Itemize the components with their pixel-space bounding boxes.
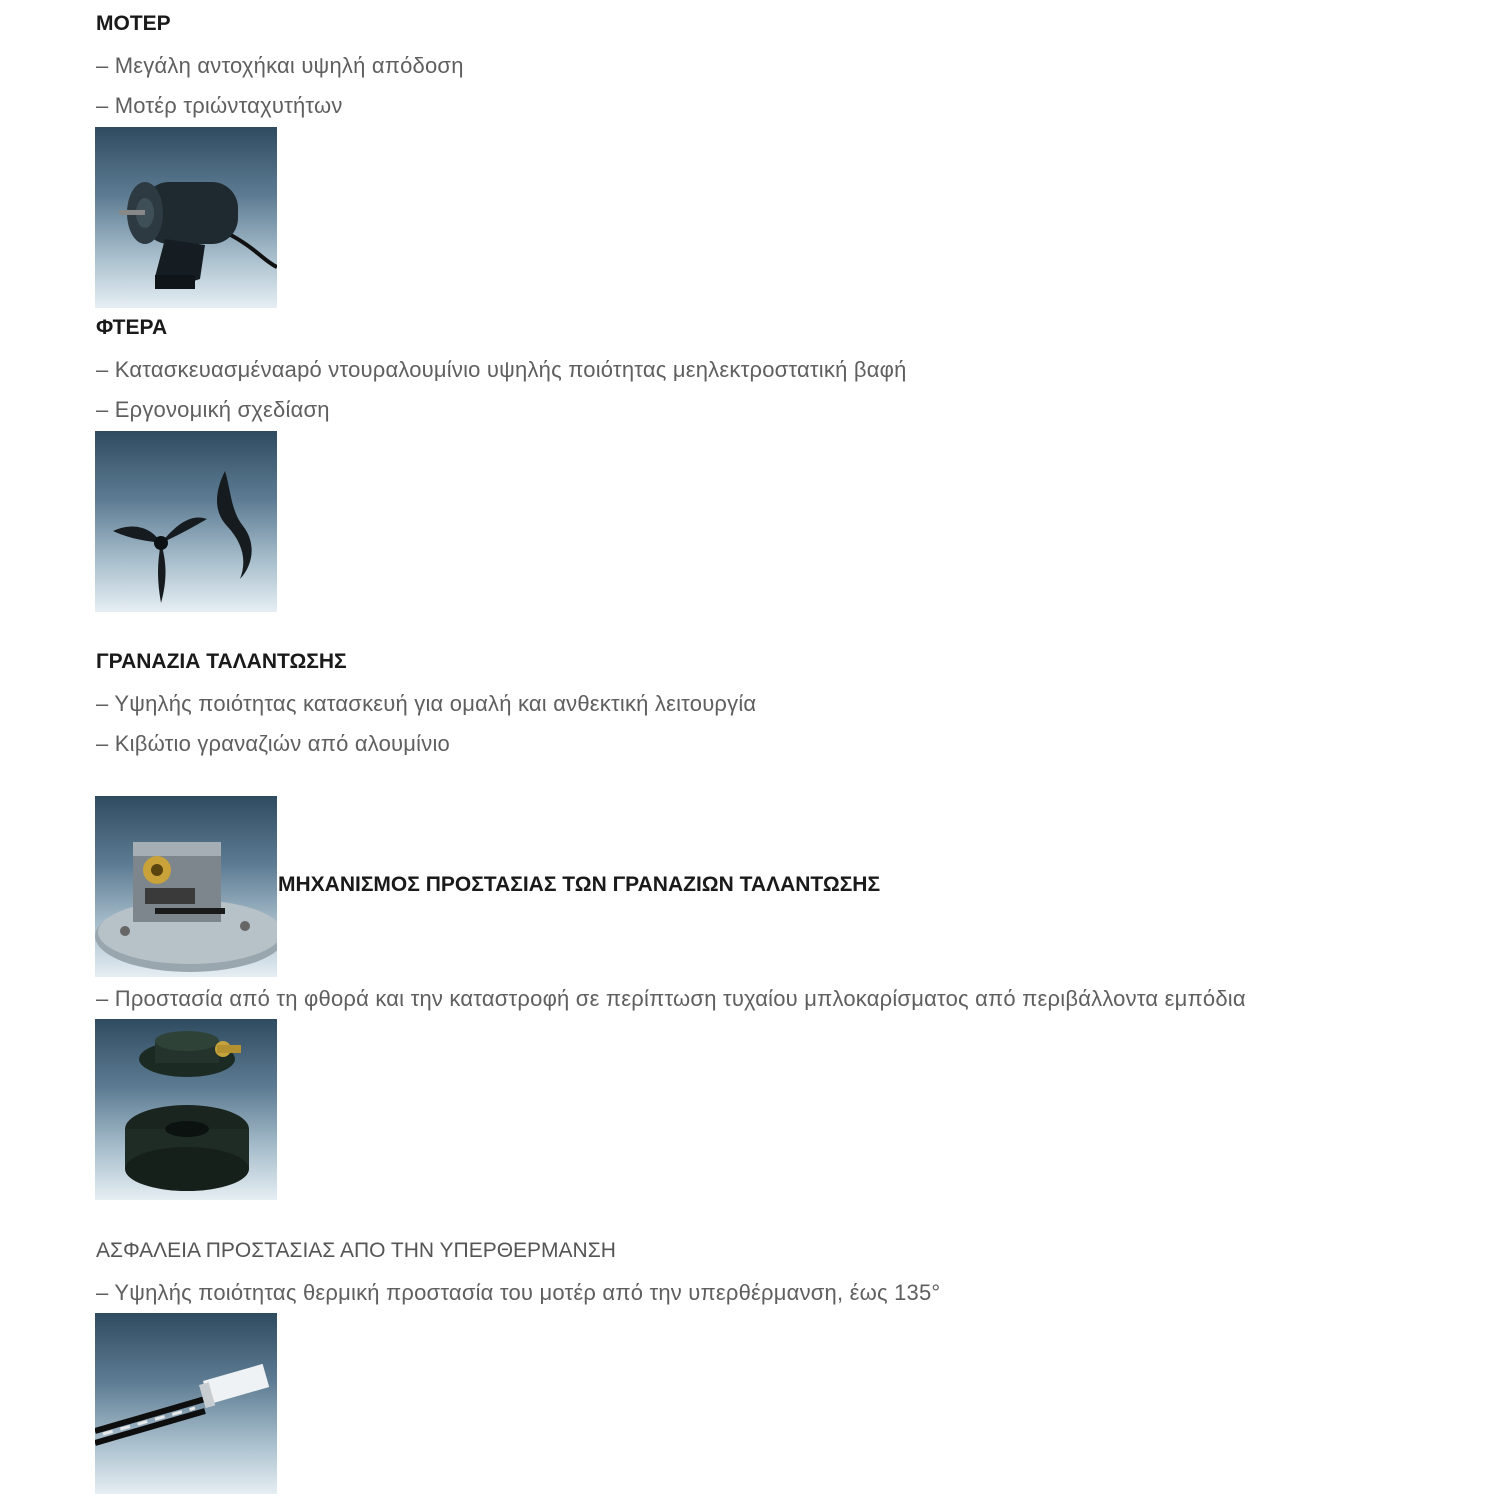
blades-line-2: – Εργονομική σχεδίαση (96, 397, 330, 422)
gearbox-photo-icon (95, 796, 277, 977)
motor-photo-icon (95, 127, 277, 308)
gears-line-1: – Υψηλής ποιότητας κατασκευή για ομαλή και ανθεκτική λειτουργία (96, 691, 757, 716)
blades-line-1: – Κατασκευασμέναapό ντουραλουμίνιο υψηλής ποιότητας μεηλεκτροστατική βαφή (96, 357, 907, 382)
motor-title: ΜΟΤΕΡ (96, 12, 171, 35)
protection-title: ΜΗΧΑΝΙΣΜΟΣ ΠΡΟΣΤΑΣΙΑΣ ΤΩΝ ΓΡΑΝΑΖΙΩΝ ΤΑΛΑΝΤΩΣΗΣ (278, 873, 881, 896)
fuse-title: ΑΣΦΑΛΕΙΑ ΠΡΟΣΤΑΣΙΑΣ ΑΠΟ ΤΗΝ ΥΠΕΡΘΕΡΜΑΝΣΗ (96, 1239, 616, 1262)
motor-line-2: – Μοτέρ τριώνταχυτήτων (96, 93, 343, 118)
gears-title: ΓΡΑΝΑΖΙΑ ΤΑΛΑΝΤΩΣΗΣ (96, 650, 347, 673)
fuse-line-1: – Υψηλής ποιότητας θερμική προστασία του μοτέρ από την υπερθέρμανση, έως 135° (96, 1280, 941, 1305)
gears-line-2: – Κιβώτιο γραναζιών από αλουμίνιο (96, 731, 450, 756)
motor-line-1: – Μεγάλη αντοχήκαι υψηλή απόδοση (96, 53, 464, 78)
coupling-photo-icon (95, 1019, 277, 1200)
blades-title: ΦΤΕΡΑ (96, 316, 168, 339)
fan-blades-photo-icon (95, 431, 277, 612)
thermal-fuse-photo-icon (95, 1313, 277, 1494)
protection-line-1: – Προστασία από τη φθορά και την καταστροφή σε περίπτωση τυχαίου μπλοκαρίσματος από περιβάλλοντα εμπόδια (96, 986, 1246, 1011)
